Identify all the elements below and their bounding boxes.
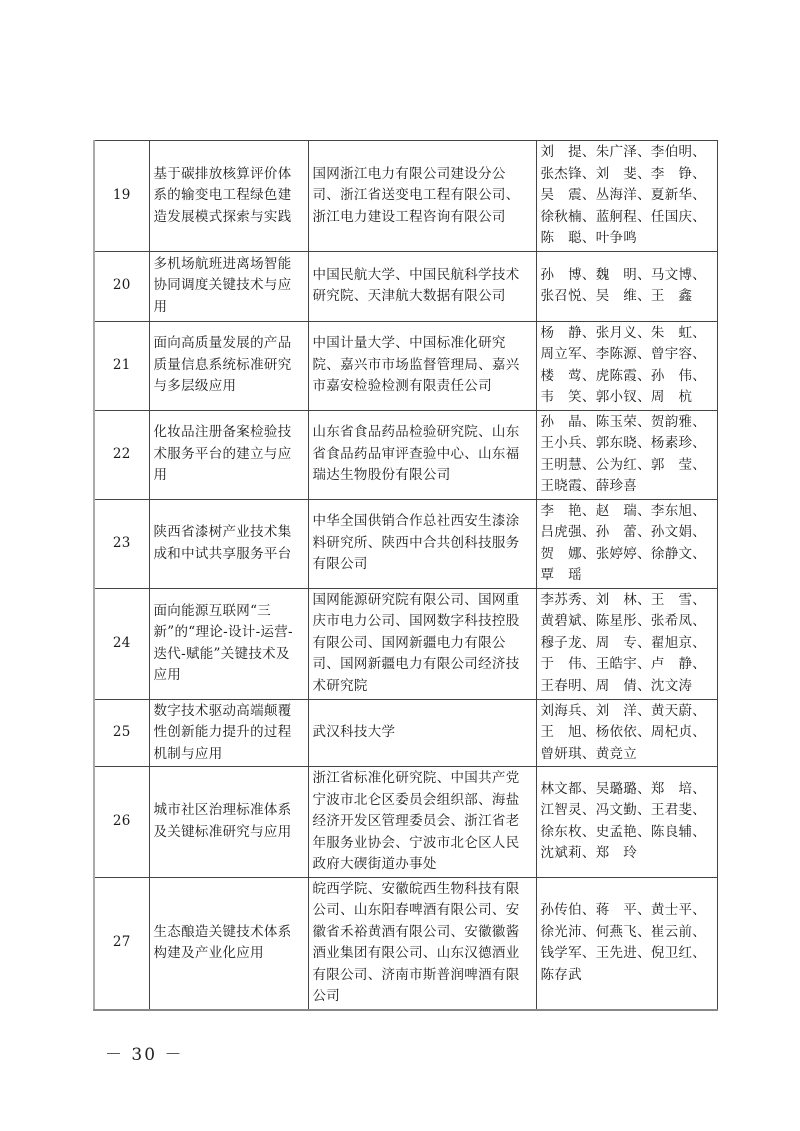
row-index: 19 (94, 141, 149, 252)
table-row (94, 699, 717, 767)
organizations: 国网浙江电力有限公司建设分公司、浙江省送变电工程有限公司、浙江电力建设工程咨询有限公司 (308, 141, 536, 252)
organizations: 中国民航大学、中国民航科学技术研究院、天津航大数据有限公司 (308, 251, 536, 321)
organizations: 武汉科技大学 (308, 699, 536, 767)
members: 李 艳、赵 瑞、李东旭、吕虎强、孙 蕾、孙文娟、贺 娜、张婷婷、徐静文、覃 瑶 (536, 499, 717, 588)
members: 孙 晶、陈玉荣、贺韵雅、王小兵、郭东晓、杨素珍、王明慧、公为红、郭 莹、王晓霞、薛珍喜 (536, 410, 717, 499)
project-title: 生态酿造关键技术体系构建及产业化应用 (149, 877, 308, 1010)
awards-table (93, 140, 718, 1011)
project-title: 陕西省漆树产业技术集成和中试共享服务平台 (149, 499, 308, 588)
project-title: 面向高质量发展的产品质量信息系统标准研究与多层级应用 (149, 321, 308, 410)
awards-table-body (94, 141, 717, 1010)
members: 孙传伯、蒋 平、黄士平、徐光沛、何燕飞、崔云前、钱学军、王先进、倪卫红、陈存武 (536, 877, 717, 1010)
row-index: 21 (94, 321, 149, 410)
table-row (94, 877, 717, 1010)
members: 李苏秀、刘 林、王 雪、黄碧斌、陈星彤、张希凤、穆子龙、周 专、翟旭京、于 伟、王皓宇、卢 静、王春明、周 倩、沈文涛 (536, 588, 717, 699)
table-row (94, 321, 717, 410)
table-row (94, 499, 717, 588)
organizations: 国网能源研究院有限公司、国网重庆市电力公司、国网数字科技控股有限公司、国网新疆电力有限公司、国网新疆电力有限公司经济技术研究院 (308, 588, 536, 699)
row-index: 23 (94, 499, 149, 588)
organizations: 中国计量大学、中国标准化研究院、嘉兴市市场监督管理局、嘉兴市嘉安检验检测有限责任公司 (308, 321, 536, 410)
row-index: 22 (94, 410, 149, 499)
table-row (94, 767, 717, 878)
row-index: 24 (94, 588, 149, 699)
members: 刘 提、朱广泽、李伯明、张杰锋、刘 斐、李 铮、吴 震、丛海洋、夏新华、徐秋楠、蓝舸程、任国庆、陈 聪、叶争鸣 (536, 141, 717, 252)
table-row (94, 251, 717, 321)
page-number: － 30 － (105, 1045, 184, 1065)
project-title: 化妆品注册备案检验技术服务平台的建立与应用 (149, 410, 308, 499)
row-index: 26 (94, 767, 149, 878)
members: 杨 静、张月义、朱 虹、周立军、李陈源、曾宇容、楼 莺、虎陈霞、孙 伟、韦 笑、郭小钗、周 杭 (536, 321, 717, 410)
members: 孙 博、魏 明、马文博、张召悦、吴 维、王 鑫 (536, 251, 717, 321)
table-row (94, 588, 717, 699)
organizations: 浙江省标准化研究院、中国共产党宁波市北仑区委员会组织部、海盐经济开发区管理委员会、浙江省老年服务业协会、宁波市北仑区人民政府大碶街道办事处 (308, 767, 536, 878)
table-row (94, 141, 717, 252)
project-title: 面向能源互联网“三新”的“理论-设计-运营-迭代-赋能”关键技术及应用 (149, 588, 308, 699)
project-title: 多机场航班进离场智能协同调度关键技术与应用 (149, 251, 308, 321)
row-index: 27 (94, 877, 149, 1010)
members: 林文都、吴璐璐、郑 培、江智灵、冯文勤、王君斐、徐东枚、史孟艳、陈良辅、沈斌莉、郑 玲 (536, 767, 717, 878)
organizations: 山东省食品药品检验研究院、山东省食品药品审评查验中心、山东福瑞达生物股份有限公司 (308, 410, 536, 499)
project-title: 数字技术驱动高端颠覆性创新能力提升的过程机制与应用 (149, 699, 308, 767)
table-row (94, 410, 717, 499)
organizations: 皖西学院、安徽皖西生物科技有限公司、山东阳春啤酒有限公司、安徽省禾裕黄酒有限公司、安徽徽酱酒业集团有限公司、山东汉德酒业有限公司、济南市斯普润啤酒有限公司 (308, 877, 536, 1010)
project-title: 基于碳排放核算评价体系的输变电工程绿色建造发展模式探索与实践 (149, 141, 308, 252)
project-title: 城市社区治理标准体系及关键标准研究与应用 (149, 767, 308, 878)
row-index: 25 (94, 699, 149, 767)
organizations: 中华全国供销合作总社西安生漆涂料研究所、陕西中合共创科技服务有限公司 (308, 499, 536, 588)
members: 刘海兵、刘 洋、黄天蔚、王 旭、杨依依、周杞贞、曾妍琪、黄竞立 (536, 699, 717, 767)
row-index: 20 (94, 251, 149, 321)
